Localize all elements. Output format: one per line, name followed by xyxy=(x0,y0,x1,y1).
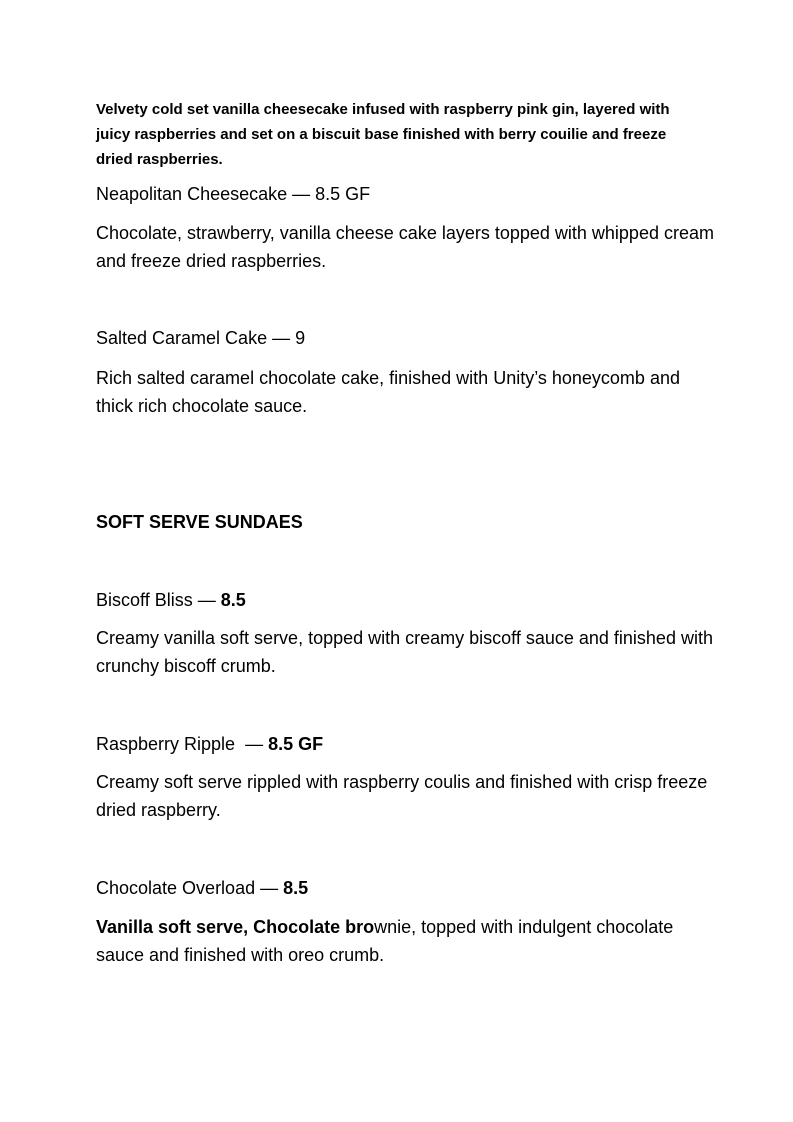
menu-item-separator: — xyxy=(267,328,296,348)
menu-item-price: 8.5 GF xyxy=(315,184,371,204)
menu-item-price: 8.5 xyxy=(220,590,246,610)
menu-item-separator: — xyxy=(287,184,316,204)
menu-item-separator: — xyxy=(192,590,221,610)
menu-item-title-raspberry-ripple xyxy=(96,732,716,756)
menu-item-title-salted-caramel xyxy=(96,326,716,350)
menu-item-price: 8.5 xyxy=(283,878,309,898)
menu-item-title-biscoff xyxy=(96,588,716,612)
cheesecake-intro-description: Velvety cold set vanilla cheesecake infused with raspberry pink gin, layered with juicy raspberries and set on a biscuit base finished with berry couilie and freeze dried raspberries. xyxy=(96,101,670,168)
menu-item-description-chocolate-overload xyxy=(96,913,716,969)
menu-item-name: Chocolate Overload xyxy=(96,878,256,898)
menu-item-description-neapolitan: Chocolate, strawberry, vanilla cheese cake layers topped with whipped cream and freeze dried raspberries. xyxy=(96,223,714,271)
menu-item-description-bold: Vanilla soft serve, Chocolate bro xyxy=(96,917,375,937)
menu-item-title-neapolitan xyxy=(96,182,716,206)
section-heading-soft-serve: SOFT SERVE SUNDAES xyxy=(96,512,303,532)
menu-item-name: Biscoff Bliss xyxy=(96,590,193,610)
menu-item-description-salted-caramel: Rich salted caramel chocolate cake, finished with Unity’s honeycomb and thick rich chocolate sauce. xyxy=(96,368,680,416)
menu-item-name: Salted Caramel Cake xyxy=(96,328,268,348)
menu-item-price: 8.5 GF xyxy=(268,734,324,754)
menu-item-title-chocolate-overload xyxy=(96,876,716,900)
menu-item-name: Neapolitan Cheesecake xyxy=(96,184,288,204)
menu-item-description-raspberry-ripple: Creamy soft serve rippled with raspberry coulis and finished with crisp freeze dried raspberry. xyxy=(96,772,708,820)
menu-item-description-rest: wnie, topped with indulgent chocolate sauce and finished with oreo crumb. xyxy=(96,917,674,965)
menu-item-description-biscoff: Creamy vanilla soft serve, topped with creamy biscoff sauce and finished with crunchy biscoff crumb. xyxy=(96,628,713,676)
menu-item-separator: — xyxy=(240,734,269,754)
menu-item-name: Raspberry Ripple xyxy=(96,734,241,754)
menu-item-price: 9 xyxy=(295,328,306,348)
menu-item-separator: — xyxy=(255,878,284,898)
